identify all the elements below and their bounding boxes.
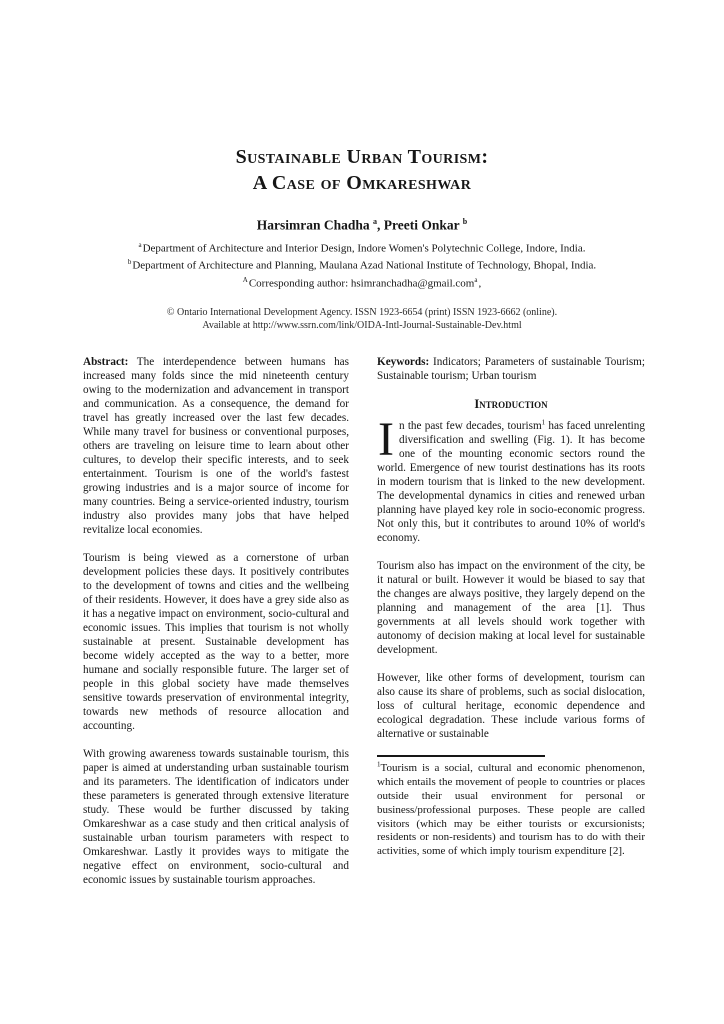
publisher-issn-line: © Ontario International Development Agency. ISSN 1923-6654 (print) ISSN 1923-6662 (online). — [166, 307, 558, 319]
abstract-paragraph-3: With growing awareness towards sustainable tourism, this paper is aimed at understanding urban sustainable tourism and its parameters. The identification of indicators under these parameters is generated through extensive literature study. These would be further discussed by taking Omkareshwar as a case study and then critical analysis of sustainable urban tourism parameters with respect to Omkareshwar. Lastly it provides ways to mitigate the negative effect on environment, socio-cultural and economic issues by sustainable tourism approaches. — [83, 748, 349, 887]
corresponding-author-trailing-marker: a — [474, 275, 478, 284]
keywords-paragraph — [377, 355, 645, 383]
affiliation-2 — [0, 255, 724, 273]
paper-title-line2: A Case of Omkareshwar — [252, 172, 472, 194]
corresponding-author-email: Corresponding author: hsimranchadha@gmail.com — [248, 277, 475, 290]
introduction-paragraph-1 — [377, 413, 645, 545]
introduction-text-before-footnote: n the past few decades, tourism — [398, 420, 542, 433]
publisher-block — [0, 306, 724, 332]
introduction-text-after-footnote: has faced unrelenting diversification and swelling (Fig. 1). It has become one of the mounting economic sectors round the world. Emergence of new tourist destinations has its roots in modern tourism that is linked to the new development. The developmental dynamics in cities and renewed urban planning have played key role in socio-economic progress. Not only this, but it contributes to around 10% of world's economy. — [377, 420, 645, 545]
footnote-separator-rule — [377, 755, 545, 757]
corresponding-author-line — [0, 273, 724, 291]
abstract-text: The interdependence between humans has increased many folds since the mid nineteenth century owing to the modernization and advancement in transport and communication. As a consequence, the demand for travel has greatly increased over the last few decades. While many travel for business or conventional purposes, others are traveling on leisure time to learn about other cultures, to develop their specific interests, and to seek entertainment. Tourism is one of the world's fastest growing industries and is a major source of income for many countries. Being a service-oriented industry, tourism industry also provides many jobs that have helped revitalize local economies. — [83, 356, 349, 537]
abstract-label: Abstract: — [83, 356, 129, 369]
left-column — [83, 355, 349, 901]
two-column-body — [83, 355, 645, 901]
affiliation-2-text: Department of Architecture and Planning, Maulana Azad National Institute of Technology, Bhopal, India. — [132, 259, 597, 272]
corresponding-author-trailing-text: , — [478, 277, 482, 290]
affiliation-1-marker: a — [138, 240, 142, 249]
right-column — [377, 355, 645, 901]
footnote-block — [377, 755, 645, 859]
author-1-name: Harsimran Chadha — [256, 217, 374, 233]
keywords-text: Indicators; Parameters of sustainable Tourism; Sustainable tourism; Urban tourism — [377, 356, 645, 383]
paper-header — [0, 0, 724, 332]
footnote-body: Tourism is a social, cultural and economic phenomenon, which entails the movement of people to countries or places outside their usual environment for personal or business/professional purposes. These people are called visitors (which may be either tourists or excursionists; residents or non-residents) and tourism has to do with their activities, some of which imply tourism expenditure [2]. — [377, 762, 645, 858]
author-1-affiliation-marker: a — [373, 217, 378, 226]
corresponding-author-marker: A — [242, 275, 248, 284]
section-heading-introduction: Introduction — [474, 397, 548, 412]
paper-title — [0, 144, 724, 196]
footnote-marker: 1 — [377, 760, 381, 769]
keywords-label: Keywords: — [377, 356, 430, 369]
introduction-paragraph-3: However, like other forms of development, tourism can also cause its share of problems, such as social dislocation, loss of cultural heritage, economic dependence and ecological degradation. These include various forms of alternative or sustainable — [377, 672, 645, 741]
author-2-affiliation-marker: b — [462, 217, 468, 226]
authors-line — [0, 213, 724, 234]
affiliation-2-marker: b — [127, 258, 132, 267]
abstract-paragraph-2: Tourism is being viewed as a cornerstone of urban development policies these days. It positively contributes to the development of towns and cities and the wellbeing of their residents. However, it does have a grey side also as it has a negative impact on environment, socio-cultural and economic issues. This implies that tourism is not wholly sustainable at present. Sustainable development has become widely accepted as the way to a better, more humane and socially responsible future. The larger set of people in this global society have made themselves sensitive towards preservation of environmental integrity, towards new methods of resource allocation and accounting. — [83, 552, 349, 733]
introduction-paragraph-2: Tourism also has impact on the environment of the city, be it natural or built. However it would be biased to say that the changes are always positive, they largely depend on the planning and management of the area [1]. Thus governments at all levels should work together with autonomy of decision making at local level for sustainable development. — [377, 560, 645, 657]
paper-title-line1: Sustainable Urban Tourism: — [235, 146, 489, 168]
abstract-paragraph — [83, 355, 349, 537]
footnote-reference-marker: 1 — [541, 418, 546, 427]
affiliations-block — [0, 238, 724, 291]
footnote-text — [377, 762, 645, 859]
affiliation-1-text: Department of Architecture and Interior Design, Indore Women's Polytechnic College, Indore, India. — [142, 242, 586, 255]
publisher-url-line: Available at http://www.ssrn.com/link/OIDA-Intl-Journal-Sustainable-Dev.html — [202, 320, 522, 332]
author-2-name: , Preeti Onkar — [377, 217, 463, 233]
drop-cap: I — [378, 413, 394, 467]
affiliation-1 — [0, 238, 724, 256]
